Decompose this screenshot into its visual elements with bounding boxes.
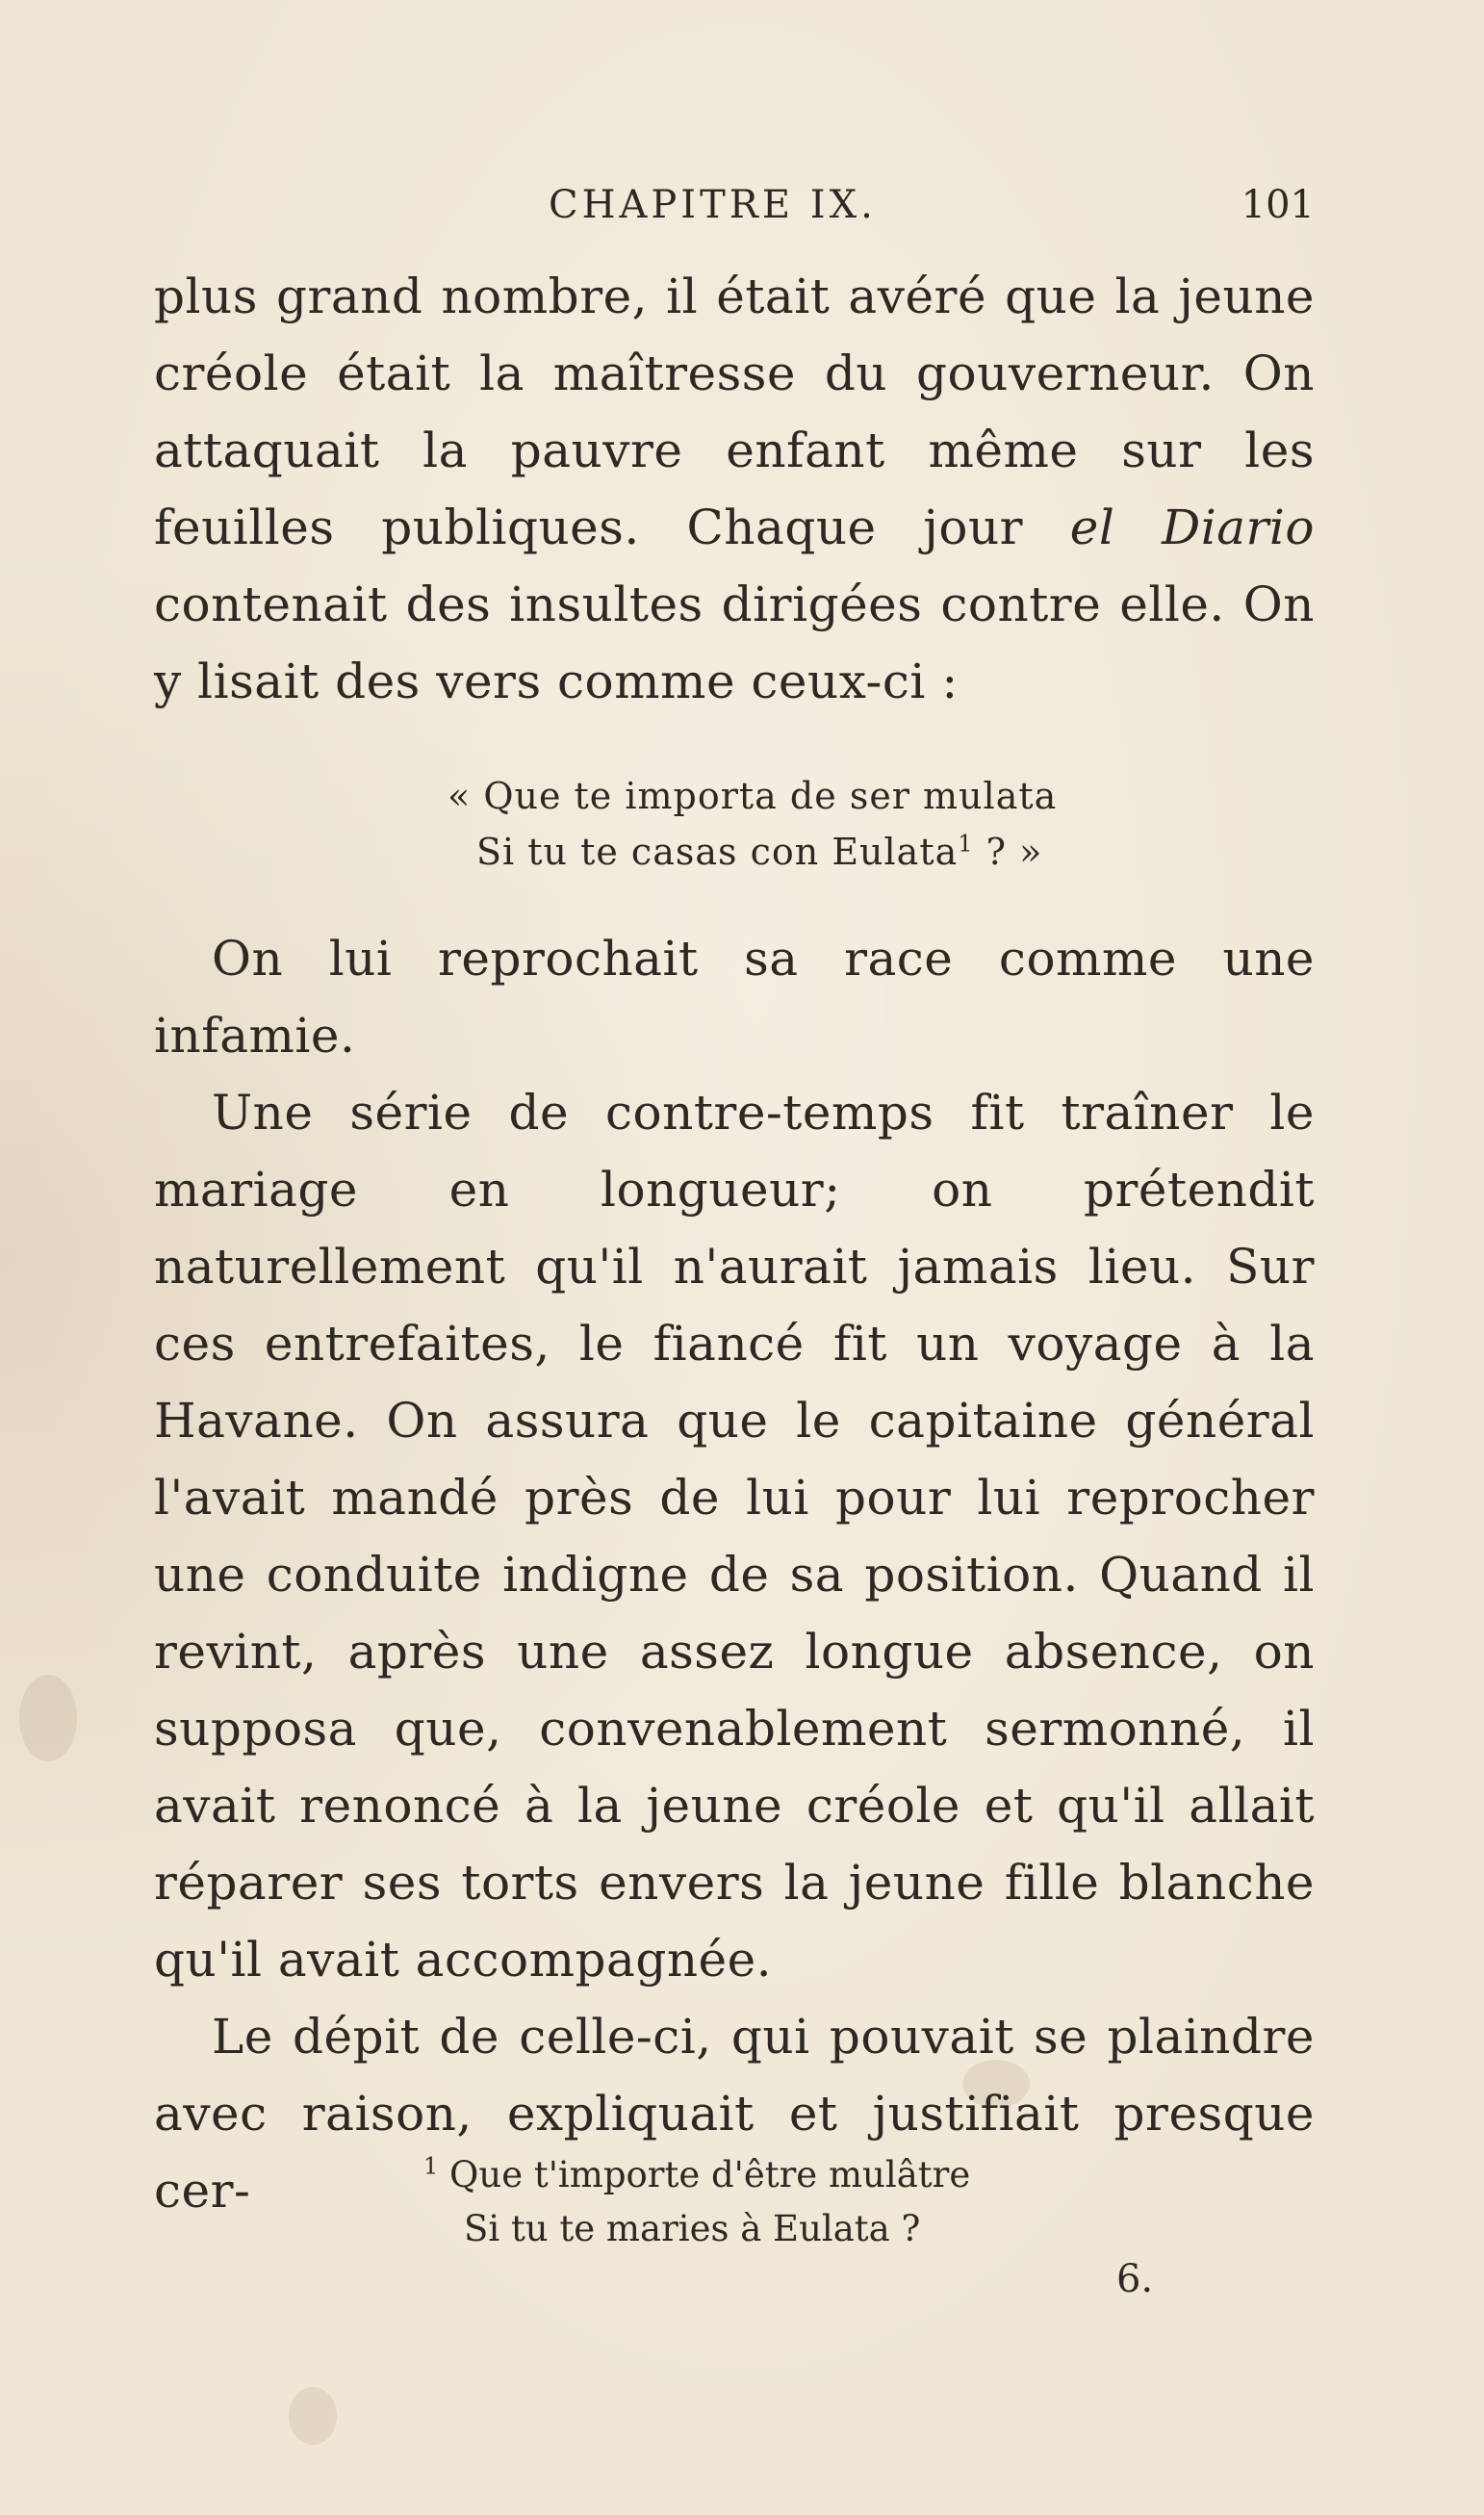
- page-number: 101: [1241, 183, 1315, 227]
- verse-line-2: [448, 824, 1315, 880]
- paragraph-4: Le dépit de celle-ci, qui pouvait se plaindre avec raison, expliquait et justifiait presque cer-: [154, 2009, 1315, 2219]
- running-header: [154, 183, 1315, 241]
- verse-line-2-text: Si tu te casas con Eulata: [476, 831, 959, 873]
- chapter-title: CHAPITRE IX.: [549, 183, 877, 227]
- paragraph-3: Une série de contre-temps fit traîner le mariage en longueur; on prétendit naturellement qu'il n'aurait jamais lieu. Sur ces entrefaites, le fiancé fit un voyage à la Havane. On assura que le capitaine général l'avait mandé près de lui pour lui reprocher une conduite indigne de sa position. Quand il revint, après une assez longue absence, on supposa que, convenablement sermonné, il avait renoncé à la jeune créole et qu'il allait réparer ses torts envers la jeune fille blanche qu'il avait accompagnée.: [154, 1085, 1315, 1988]
- signature-mark: 6.: [1116, 2257, 1154, 2301]
- paper-stain: [289, 2387, 337, 2445]
- footnote-reference: 1: [958, 830, 974, 858]
- verse-line-1: « Que te importa de ser mulata: [448, 775, 1058, 817]
- paragraph-1-text-b: contenait des insultes dirigées contre elle. On y lisait des vers comme ceux-ci :: [154, 577, 1315, 709]
- body-text: [154, 258, 1315, 2229]
- paper-stain: [19, 1675, 77, 1761]
- paragraph-2: On lui reprochait sa race comme une infamie.: [154, 931, 1315, 1064]
- newspaper-title: el Diario: [1069, 500, 1315, 555]
- footnote-line-1: [423, 2148, 1097, 2202]
- footnote: [423, 2148, 1097, 2256]
- paragraph-1-text-a: plus grand nombre, il était avéré que la jeune créole était la maîtresse du gouverneur. On attaquait la pauvre enfant même sur les feuilles publiques. Chaque jour: [154, 269, 1315, 555]
- verse-quote: [154, 768, 1315, 880]
- footnote-line-2: Si tu te maries à Eulata ?: [464, 2208, 921, 2249]
- paragraph-1: [154, 258, 1315, 720]
- footnote-marker: 1: [423, 2152, 439, 2180]
- footnote-line-1-text: Que t'importe d'être mulâtre: [449, 2154, 971, 2195]
- verse-line-2-end: ? »: [973, 831, 1043, 873]
